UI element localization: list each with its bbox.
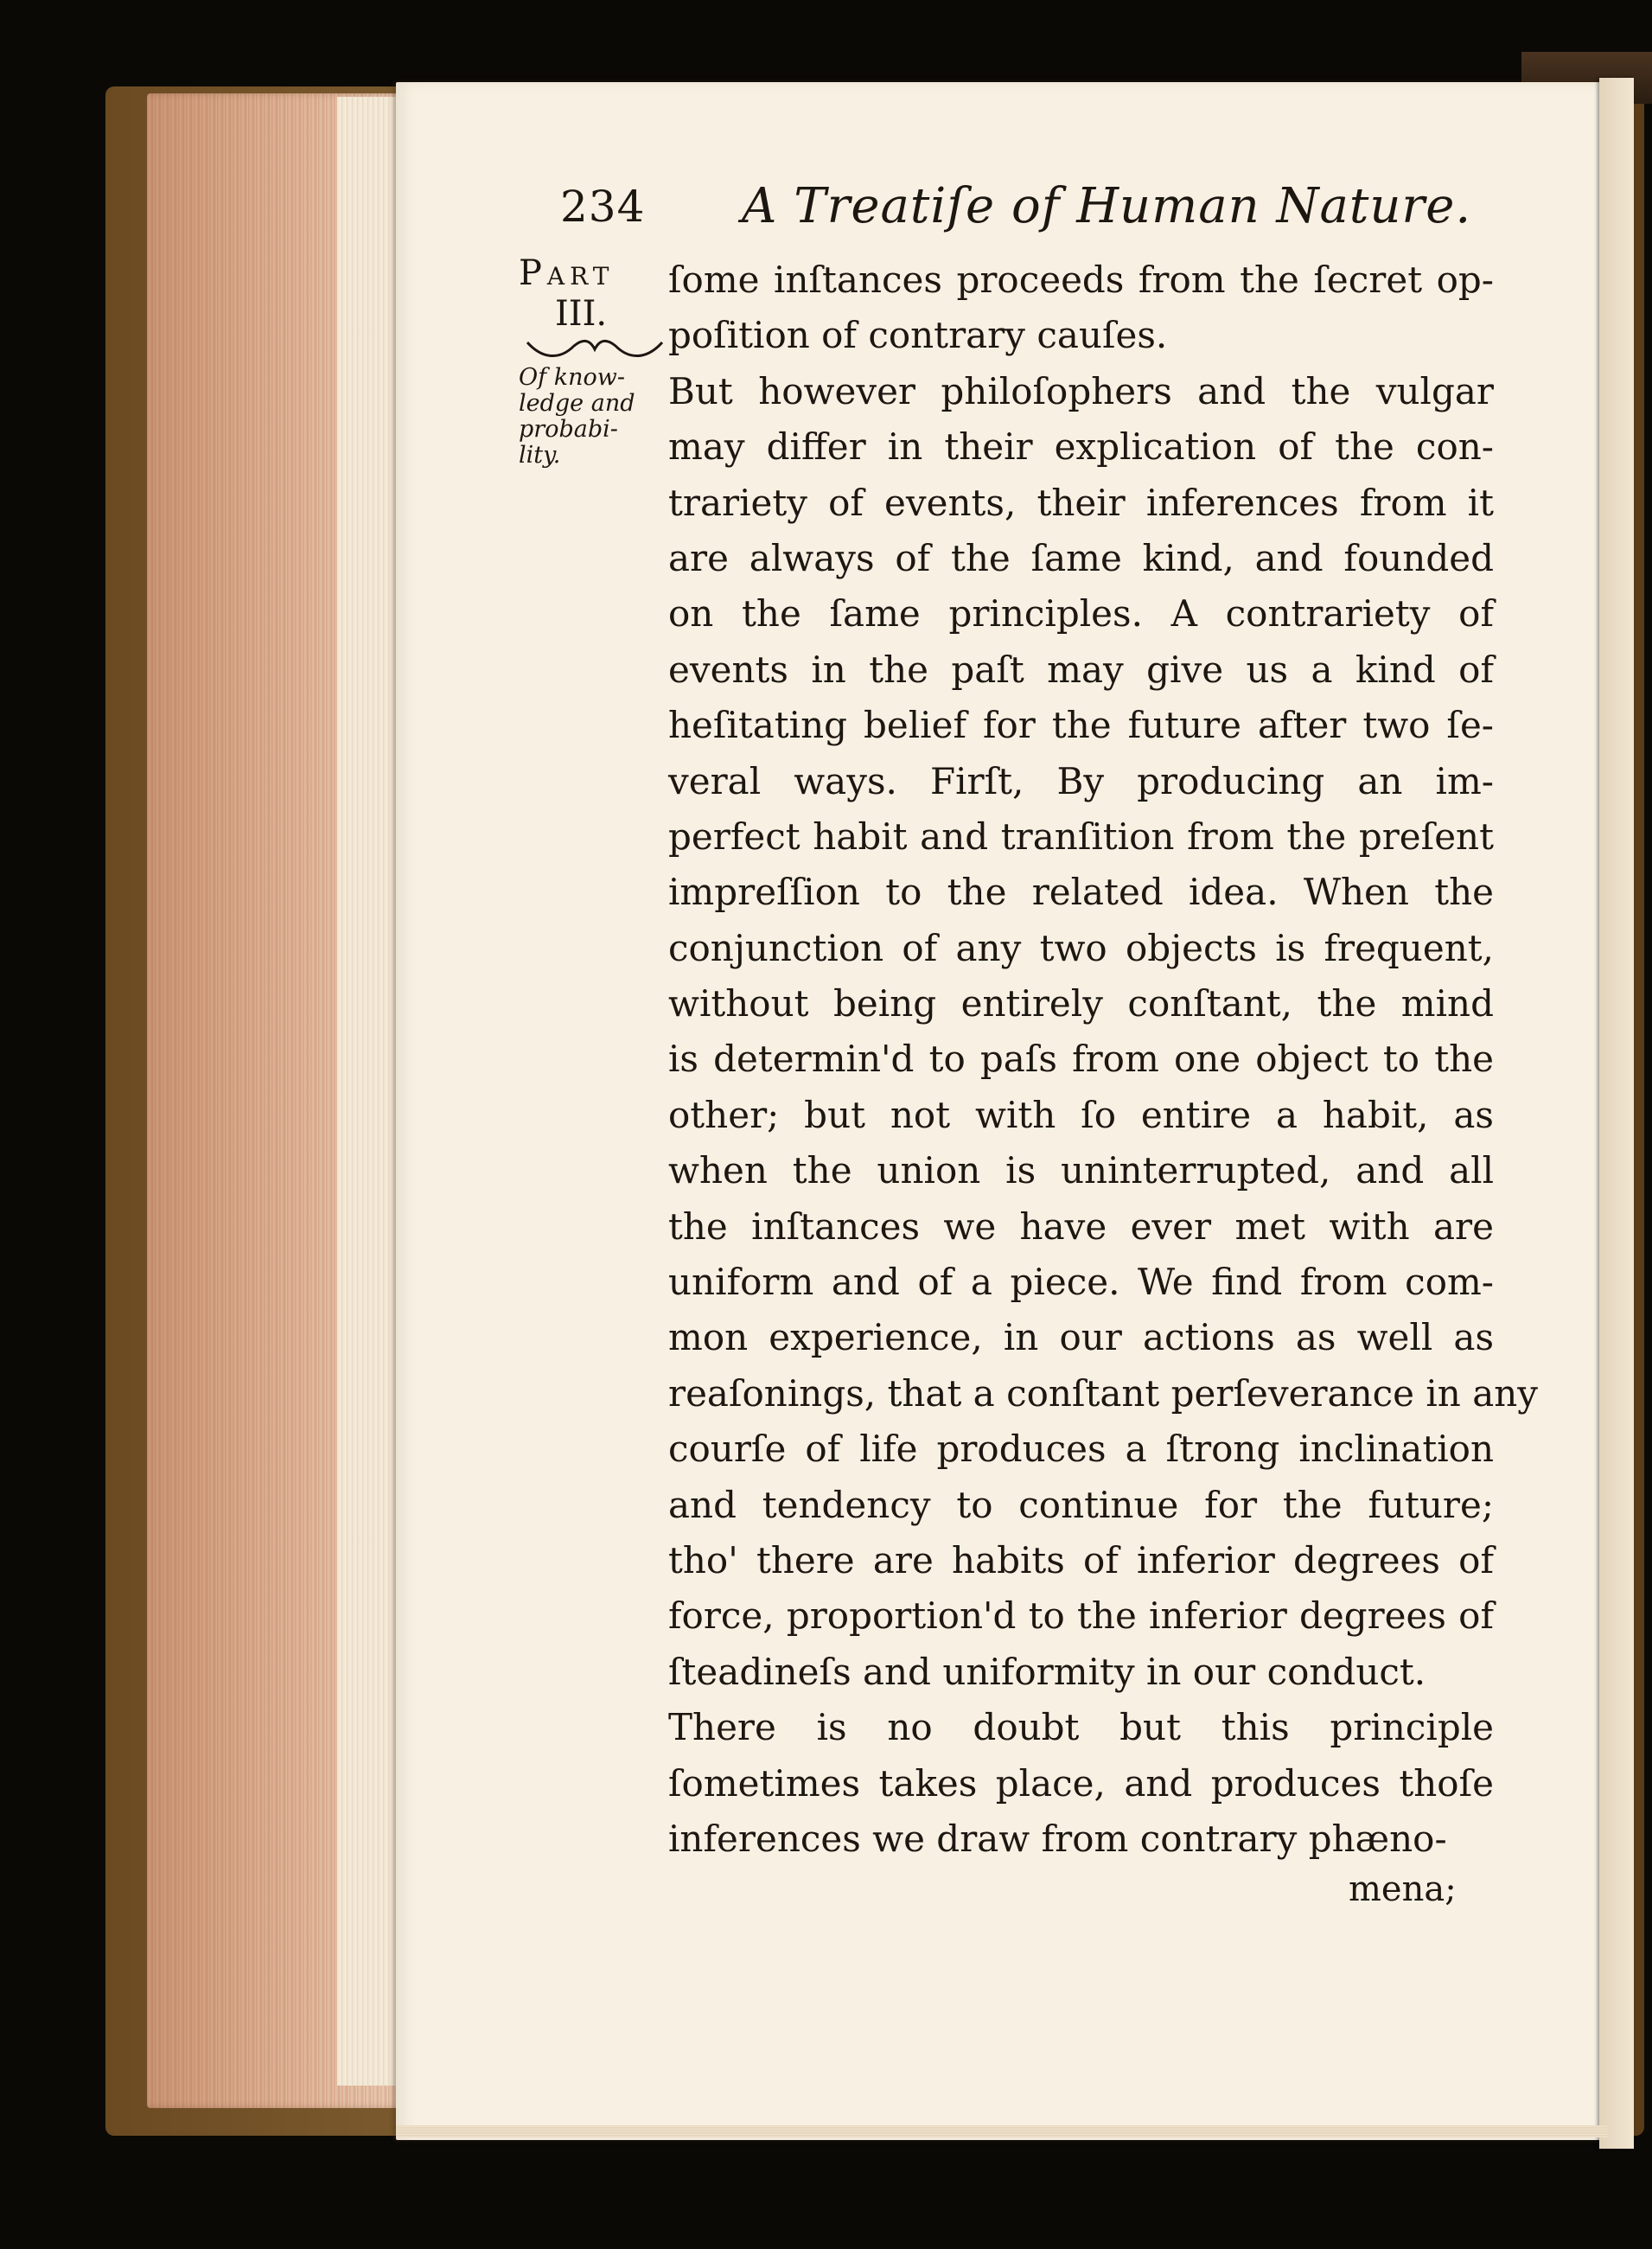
part-label: Part <box>519 253 615 293</box>
text-line: mon experience, in our actions as well as <box>668 1316 1494 1359</box>
text-line: heſitating belief for the future after two ſe- <box>668 704 1494 747</box>
text-line: reaſonings, that a conſtant perſeverance in any <box>668 1371 1539 1415</box>
text-line: There is no doubt but this principle <box>668 1706 1494 1749</box>
text-line: poſition of contrary cauſes. <box>668 314 1168 357</box>
running-header <box>560 178 1494 251</box>
text-line: the inſtances we have ever met with are <box>668 1204 1494 1248</box>
text-line: But however philoſophers and the vulgar <box>668 369 1494 412</box>
text-line: uniform and of a piece. We find from com- <box>668 1261 1494 1304</box>
text-line: on the ſame principles. A contrariety of <box>668 592 1494 636</box>
text-line: inferences we draw from contrary phæno- <box>668 1817 1447 1860</box>
catchword: mena; <box>1349 1869 1457 1909</box>
facing-page-edge <box>1599 78 1634 2149</box>
text-line: courſe of life produces a ſtrong inclination <box>668 1428 1494 1471</box>
page-number: 234 <box>560 182 646 232</box>
text-line: ſome inſtances proceeds from the ſecret op- <box>668 259 1494 301</box>
text-line: events in the paſt may give us a kind of <box>668 648 1494 691</box>
text-line: trariety of events, their inferences from it <box>668 481 1494 524</box>
text-line: may differ in their explication of the con- <box>668 425 1494 469</box>
text-line: other; but not with ſo entire a habit, as <box>668 1093 1494 1136</box>
text-line: ſometimes takes place, and produces thoſe <box>668 1761 1494 1805</box>
text-line: force, proportion'd to the inferior degrees of <box>668 1594 1494 1638</box>
text-line: are always of the ſame kind, and founded <box>668 536 1494 579</box>
side-note: Of know- ledge and probabi- lity. <box>519 364 635 469</box>
margin-note <box>519 252 670 469</box>
text-line: is determin'd to paſs from one object to the <box>668 1038 1494 1081</box>
text-line: perfect habit and tranſition from the preſent <box>668 815 1494 858</box>
text-line: impreſſion to the related idea. When the <box>668 871 1494 914</box>
text-line: conjunction of any two objects is frequent, <box>668 926 1494 969</box>
running-title: A Treatiſe of Human Nature. <box>742 178 1472 234</box>
text-line: and tendency to continue for the future; <box>668 1483 1494 1526</box>
text-line: when the union is uninterrupted, and all <box>668 1149 1494 1192</box>
text-line: tho' there are habits of inferior degrees of <box>668 1538 1494 1581</box>
ornamental-brace-icon <box>526 337 664 361</box>
part-number: III. <box>555 294 608 334</box>
text-line: veral ways. Firſt, By producing an im- <box>668 759 1494 802</box>
text-line: without being entirely conſtant, the mind <box>668 982 1494 1025</box>
text-line: ſteadineſs and uniformity in our conduct. <box>668 1650 1426 1693</box>
page-bottom-edge <box>396 2125 1608 2137</box>
body-text <box>668 252 1539 1867</box>
